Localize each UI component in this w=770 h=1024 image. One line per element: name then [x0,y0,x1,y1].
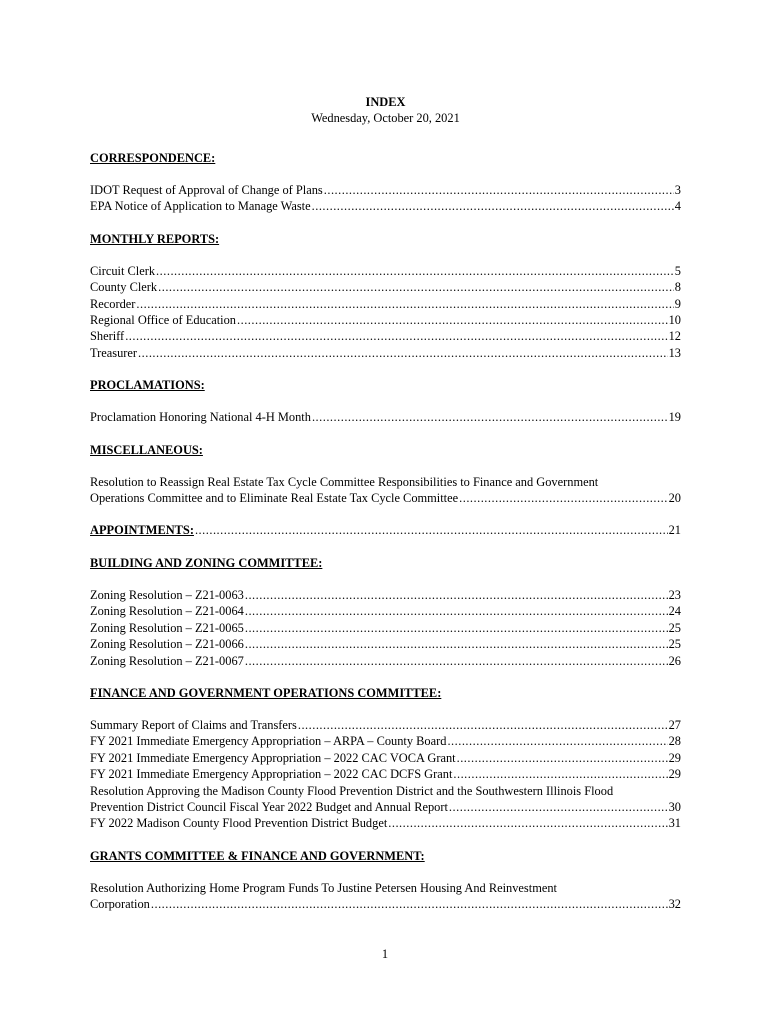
entry-page: 20 [668,491,681,506]
entry-page: 26 [668,653,681,668]
entry-label: Recorder [90,296,136,311]
entry-page: 19 [668,410,681,425]
dot-leader [312,198,674,214]
index-entry [90,182,681,198]
section-heading-finance: FINANCE AND GOVERNMENT OPERATIONS COMMITTEE: [90,685,442,700]
entry-page: 3 [674,183,681,197]
index-entry [90,896,681,912]
dot-leader [245,603,668,619]
dot-leader [245,620,668,636]
entry-page: 29 [668,750,681,765]
entry-page: 13 [668,345,681,360]
dot-leader [453,766,667,782]
entry-label: Corporation [90,897,150,912]
entry-page: 8 [674,280,681,295]
index-entry [90,279,681,295]
dot-leader [459,490,667,506]
dot-leader [156,263,674,279]
index-entry [90,799,681,815]
index-entry [90,409,681,425]
entry-page: 24 [668,604,681,619]
index-entry [90,636,681,652]
entry-label: Zoning Resolution – Z21-0066 [90,637,244,652]
entry-page: 21 [668,523,681,538]
entry-label: Zoning Resolution – Z21-0063 [90,587,244,602]
entry-page: 28 [668,734,681,749]
index-entry-appointments [90,522,681,538]
entry-page: 9 [674,296,681,311]
index-entry [90,620,681,636]
document-title: INDEX [365,95,406,109]
dot-leader [312,409,668,425]
dot-leader [245,587,668,603]
dot-leader [457,750,668,766]
index-page [90,94,681,913]
entry-page: 25 [668,637,681,652]
entry-label: Summary Report of Claims and Transfers [90,717,297,732]
entry-page: 31 [668,816,681,831]
entry-label: Regional Office of Education [90,313,237,328]
entry-page: 27 [668,717,681,732]
index-entry [90,733,681,749]
dot-leader [245,636,668,652]
entry-label: Zoning Resolution – Z21-0065 [90,620,244,635]
section-heading-appointments: APPOINTMENTS: [90,523,194,538]
dot-leader [136,296,673,312]
entry-label: Proclamation Honoring National 4-H Month [90,410,311,425]
index-entry [90,603,681,619]
entry-label: Sheriff [90,329,125,344]
index-entry [90,345,681,361]
dot-leader [195,522,668,538]
entry-label: Zoning Resolution – Z21-0064 [90,604,244,619]
dot-leader [298,717,668,733]
entry-label: Zoning Resolution – Z21-0067 [90,653,244,668]
entry-page: 25 [668,620,681,635]
index-entry [90,312,681,328]
entry-label: Circuit Clerk [90,263,156,278]
index-entry [90,328,681,344]
entry-label: FY 2022 Madison County Flood Prevention District Budget [90,816,388,831]
entry-page: 5 [674,263,681,278]
entry-label-line: Resolution to Reassign Real Estate Tax Cycle Committee Responsibilities to Finance and Government [90,474,599,489]
entry-page: 23 [668,587,681,602]
index-entry [90,717,681,733]
page-number: 1 [381,947,389,961]
index-entry [90,490,681,506]
dot-leader [138,345,668,361]
dot-leader [388,815,667,831]
entry-label: County Clerk [90,280,158,295]
entry-label: FY 2021 Immediate Emergency Appropriation – 2022 CAC VOCA Grant [90,750,456,765]
index-entry [90,766,681,782]
index-entry [90,296,681,312]
index-entry [90,587,681,603]
section-heading-building-zoning: BUILDING AND ZONING COMMITTEE: [90,555,323,570]
index-entry [90,750,681,766]
entry-page: 30 [668,799,681,814]
index-entry [90,263,681,279]
document-date: Wednesday, October 20, 2021 [311,111,460,125]
entry-page: 10 [668,313,681,328]
entry-label: FY 2021 Immediate Emergency Appropriation – ARPA – County Board [90,734,447,749]
dot-leader [324,182,674,198]
section-heading-correspondence: CORRESPONDENCE: [90,151,216,165]
section-heading-monthly-reports: MONTHLY REPORTS: [90,231,220,246]
entry-page: 12 [668,329,681,344]
section-heading-proclamations: PROCLAMATIONS: [90,378,205,393]
entry-label-line: Resolution Authorizing Home Program Funds To Justine Petersen Housing And Reinvestment [90,880,557,895]
index-entry [90,653,681,669]
dot-leader [125,328,667,344]
entry-label: IDOT Request of Approval of Change of Plans [90,183,323,197]
entry-label: Operations Committee and to Eliminate Real Estate Tax Cycle Committee [90,491,459,506]
entry-label: FY 2021 Immediate Emergency Appropriation – 2022 CAC DCFS Grant [90,767,453,782]
entry-label-line: Resolution Approving the Madison County Flood Prevention District and the Southwestern Illinois Flood [90,783,614,798]
dot-leader [158,279,674,295]
entry-page: 4 [674,199,681,214]
entry-page: 32 [668,897,681,912]
index-entry [90,198,681,214]
entry-label: Treasurer [90,345,138,360]
dot-leader [237,312,668,328]
dot-leader [449,799,668,815]
entry-label: Prevention District Council Fiscal Year 2022 Budget and Annual Report [90,799,448,814]
entry-label: EPA Notice of Application to Manage Waste [90,199,311,214]
index-entry [90,815,681,831]
dot-leader [151,896,668,912]
dot-leader [447,733,667,749]
entry-page: 29 [668,767,681,782]
dot-leader [245,653,668,669]
section-heading-grants: GRANTS COMMITTEE & FINANCE AND GOVERNMENT: [90,848,425,863]
section-heading-miscellaneous: MISCELLANEOUS: [90,442,203,457]
